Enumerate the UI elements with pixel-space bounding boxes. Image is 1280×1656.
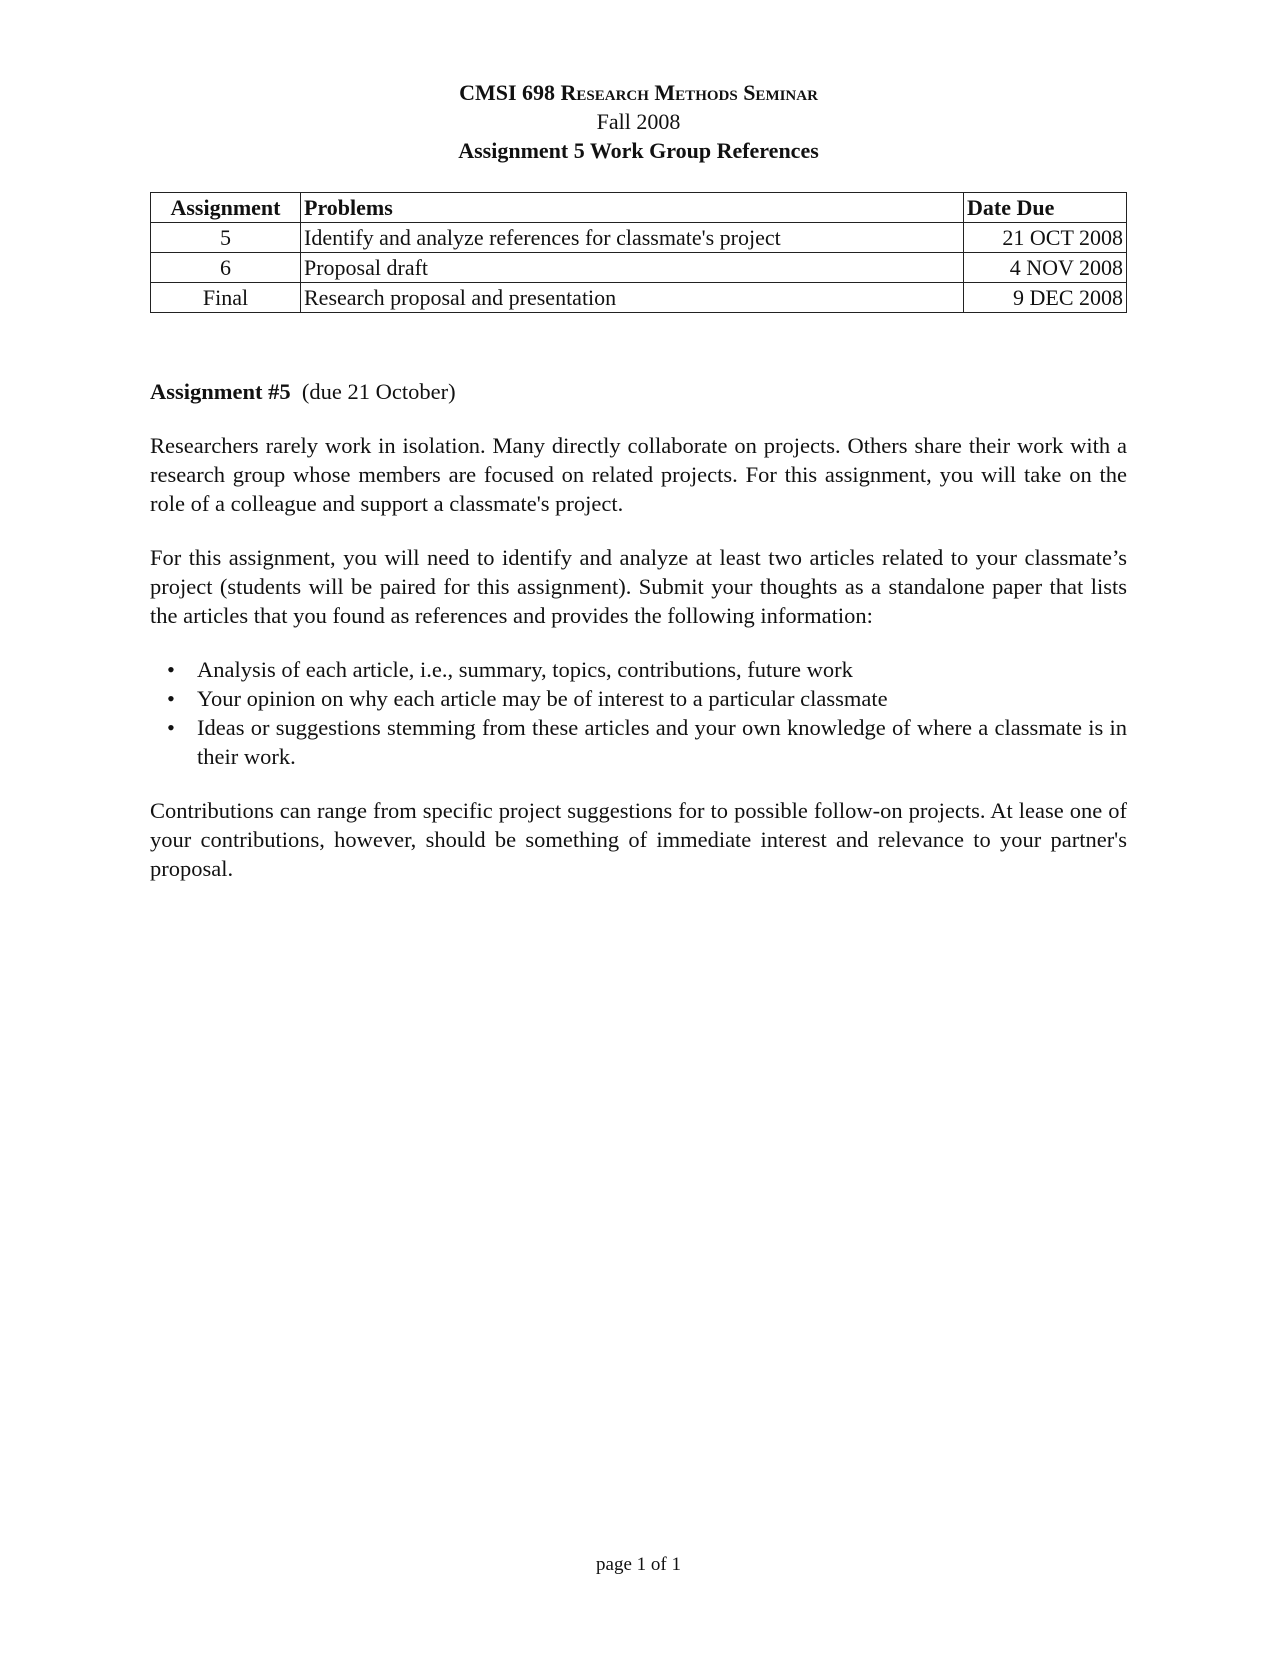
schedule-table <box>150 192 1127 313</box>
bullet-icon: • <box>167 686 175 711</box>
paragraph-intro: Researchers rarely work in isolation. Many directly collaborate on projects. Others share their work with a research group whose members are focused on related projects. For this assignment, you will take on the role of a colleague and support a classmate's project. <box>150 433 1127 516</box>
table-row <box>151 223 1127 253</box>
cell-date-due: 4 NOV 2008 <box>964 253 1127 283</box>
column-header-problems: Problems <box>301 193 964 223</box>
document-page <box>150 0 1127 1656</box>
column-header-date-due: Date Due <box>964 193 1127 223</box>
assignment-title: Assignment 5 Work Group References <box>458 138 819 163</box>
document-header <box>150 78 1127 165</box>
cell-problem: Identify and analyze references for classmate's project <box>301 223 964 253</box>
cell-assignment: Final <box>151 283 301 313</box>
table-header-row <box>151 193 1127 223</box>
cell-problem: Research proposal and presentation <box>301 283 964 313</box>
term-label: Fall 2008 <box>596 109 681 134</box>
paragraph-instructions: For this assignment, you will need to identify and analyze at least two articles related to your classmate’s project (students will be paired for this assignment). Submit your thoughts as a standalone paper that lists the articles that you found as references and provides the following information: <box>150 545 1127 628</box>
page-number: page 1 of 1 <box>596 1554 681 1575</box>
section-heading <box>150 377 1127 406</box>
table-row <box>151 283 1127 313</box>
cell-date-due: 21 OCT 2008 <box>964 223 1127 253</box>
cell-assignment: 6 <box>151 253 301 283</box>
list-item-text: Ideas or suggestions stemming from these articles and your own knowledge of where a classmate is in their work. <box>197 715 1127 769</box>
list-item-text: Your opinion on why each article may be of interest to a particular classmate <box>197 686 888 711</box>
cell-assignment: 5 <box>151 223 301 253</box>
list-item <box>150 684 1127 713</box>
section-due-note: (due 21 October) <box>301 379 456 404</box>
paragraph-closing: Contributions can range from specific project suggestions for to possible follow-on projects. At lease one of your contributions, however, should be something of immediate interest and relevance to your partner's proposal. <box>150 798 1127 881</box>
course-title: CMSI 698 Research Methods Seminar <box>459 80 818 105</box>
requirements-list <box>150 655 1127 771</box>
section-heading-label: Assignment #5 <box>150 379 291 404</box>
cell-date-due: 9 DEC 2008 <box>964 283 1127 313</box>
list-item <box>150 655 1127 684</box>
list-item-text: Analysis of each article, i.e., summary, topics, contributions, future work <box>197 657 853 682</box>
table-row <box>151 253 1127 283</box>
column-header-assignment: Assignment <box>151 193 301 223</box>
list-item <box>150 713 1127 771</box>
bullet-icon: • <box>167 657 175 682</box>
cell-problem: Proposal draft <box>301 253 964 283</box>
assignment-body <box>150 377 1127 908</box>
bullet-icon: • <box>167 715 175 740</box>
